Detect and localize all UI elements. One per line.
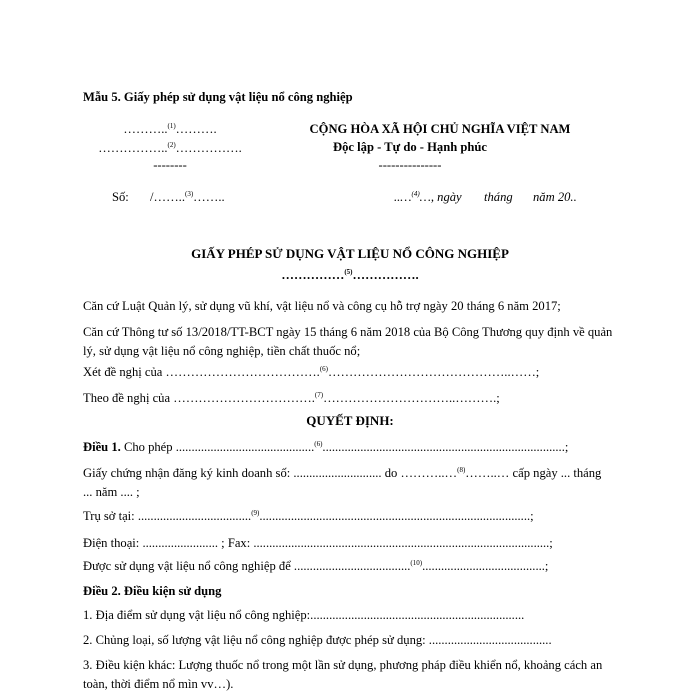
article-1-tail: .............................................................................; — [322, 440, 569, 454]
article-2-item-1: 1. Địa điểm sử dụng vật liệu nổ công nghiệp:.................................................................... — [83, 608, 525, 622]
head-office-tail: ......................................................................................; — [259, 509, 534, 523]
agency-name-line — [80, 122, 260, 137]
place-date-line — [394, 190, 462, 205]
note-marker-10: (10) — [410, 559, 423, 567]
document-number — [150, 190, 225, 205]
head-office-text: Trụ sở tại: .................................... — [83, 509, 252, 523]
date-day: …, ngày — [419, 190, 462, 204]
note-marker-7: (7) — [314, 391, 324, 399]
note-marker-9: (9) — [251, 509, 260, 517]
note-marker-4: (4) — [411, 190, 420, 198]
proposal-text: Theo đề nghị của ……………………………. — [83, 391, 315, 405]
consideration-tail: ……………………………………..……; — [327, 365, 540, 379]
date-year: năm 20.. — [533, 190, 577, 204]
date-month: tháng — [484, 190, 513, 204]
article-2-item-2: 2. Chủng loại, số lượng vật liệu nổ công nghiệp được phép sử dụng: ....................................... — [83, 633, 552, 647]
note-marker-6b: (6) — [314, 440, 323, 448]
usage-purpose-text: Được sử dụng vật liệu nổ công nghiệp để ..................................... — [83, 559, 411, 573]
agency-name-dots-tail: ………. — [175, 122, 217, 136]
document-number-label: Số: — [112, 190, 129, 204]
note-marker-8: (8) — [457, 466, 466, 474]
consideration-line — [83, 363, 613, 382]
national-motto: Độc lập - Tự do - Hạnh phúc — [333, 140, 487, 154]
note-marker-2: (2) — [167, 141, 176, 149]
note-marker-1: (1) — [167, 122, 176, 130]
document-number-dots-tail: …….. — [193, 190, 225, 204]
business-registration-line — [83, 464, 613, 502]
country-name: CỘNG HÒA XÃ HỘI CHỦ NGHĨA VIỆT NAM — [309, 122, 571, 136]
usage-purpose-tail: .......................................; — [422, 559, 549, 573]
usage-purpose-line — [83, 557, 613, 576]
issuing-unit-dots: …………….. — [98, 141, 168, 155]
document-number-dots: /…….. — [150, 190, 185, 204]
subtitle-dots-tail: ……………. — [352, 268, 419, 282]
issuing-unit-dots-tail: ……………. — [175, 141, 242, 155]
subtitle-dots: …………… — [281, 268, 345, 282]
article-1-line — [83, 438, 613, 457]
note-marker-6a: (6) — [319, 365, 328, 373]
article-1-text: Cho phép ............................................ — [123, 440, 315, 454]
decision-heading: QUYẾT ĐỊNH: — [306, 413, 394, 428]
agency-name-dots: ……….. — [123, 122, 168, 136]
business-registration-text: Giấy chứng nhận đăng ký kinh doanh số: ............................ do ………..… — [83, 466, 458, 480]
note-marker-5: (5) — [344, 268, 353, 276]
legal-basis-2: Căn cứ Thông tư số 13/2018/TT-BCT ngày 15 tháng 6 năm 2018 của Bộ Công Thương quy định về quản lý, sử dụng vật liệu nổ công nghiệp, tiền chất thuốc nổ; — [83, 325, 613, 358]
form-label: Mẫu 5. Giấy phép sử dụng vật liệu nổ công nghiệp — [83, 90, 353, 104]
consideration-text: Xét đề nghị của ………………………………. — [83, 365, 320, 379]
legal-basis-1: Căn cứ Luật Quản lý, sử dụng vũ khí, vật liệu nổ và công cụ hỗ trợ ngày 20 tháng 6 năm 2017; — [83, 299, 561, 313]
business-registration-tail: ……..… cấp ngày ... tháng ... năm .... ; — [83, 466, 602, 499]
article-2-item-3: 3. Điều kiện khác: Lượng thuốc nổ trong một lần sử dụng, phương pháp điều khiển nổ, khoảng cách an toàn, thời điểm nổ mìn vv…). — [83, 658, 603, 691]
place-dots: ..… — [394, 190, 412, 204]
right-header-separator: --------------- — [378, 158, 442, 172]
left-header-separator: -------- — [153, 158, 187, 172]
note-marker-3: (3) — [184, 190, 194, 198]
phone-fax-line: Điện thoại: ........................ ; Fax: ..............................................................................................; — [83, 536, 553, 550]
article-2-heading: Điều 2. Điều kiện sử dụng — [83, 584, 222, 598]
head-office-line — [83, 507, 613, 526]
article-1-label: Điều 1. — [83, 440, 121, 454]
document-subtitle — [83, 268, 617, 283]
document-title: GIẤY PHÉP SỬ DỤNG VẬT LIỆU NỔ CÔNG NGHIỆP — [191, 246, 509, 261]
proposal-line — [83, 389, 613, 408]
proposal-tail: …………………………..……….; — [323, 391, 500, 405]
issuing-unit-line — [80, 141, 260, 156]
